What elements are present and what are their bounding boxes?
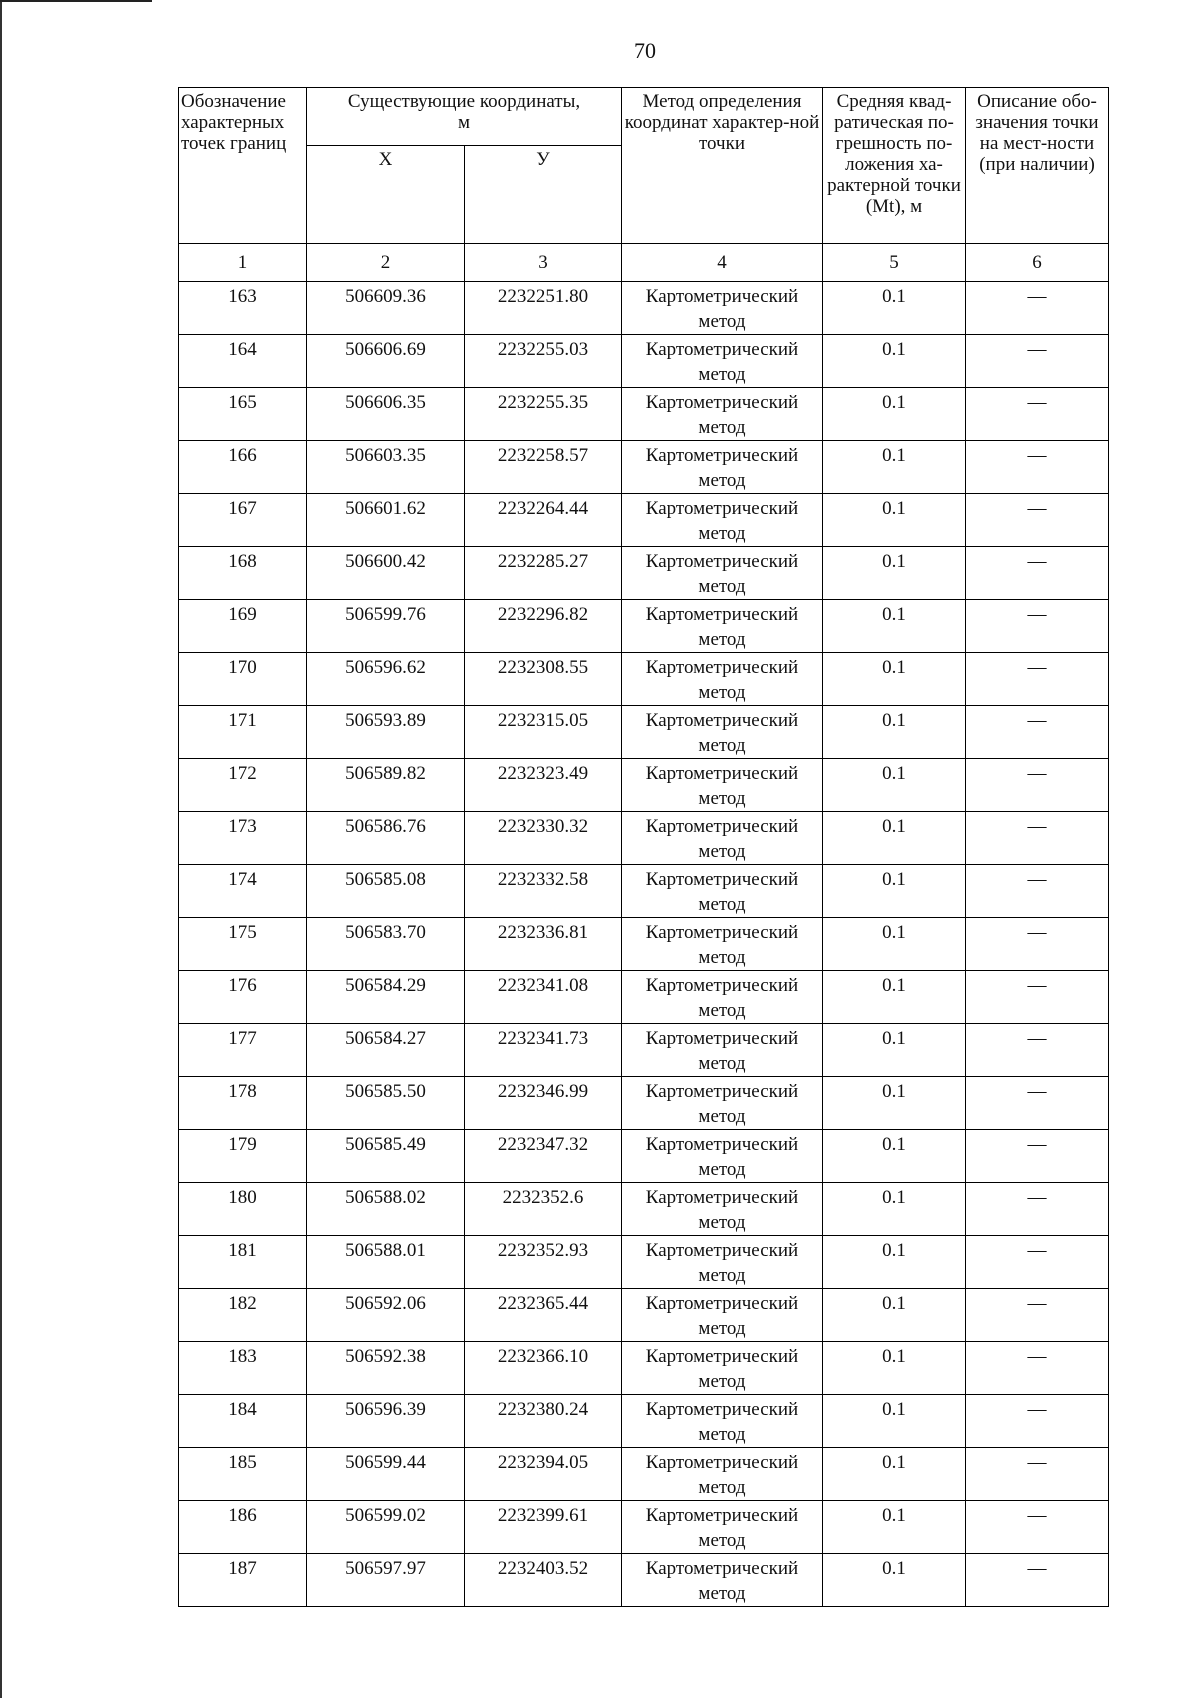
point-id-cell: 165 bbox=[179, 388, 307, 441]
x-coordinate-cell: 506586.76 bbox=[307, 812, 465, 865]
x-coordinate-cell: 506588.02 bbox=[307, 1183, 465, 1236]
scan-edge-line bbox=[0, 0, 2, 1698]
column-number: 2 bbox=[307, 244, 465, 282]
point-id-cell: 183 bbox=[179, 1342, 307, 1395]
header-x: X bbox=[307, 146, 465, 244]
description-cell: — bbox=[966, 865, 1109, 918]
y-coordinate-cell: 2232255.03 bbox=[465, 335, 622, 388]
method-cell: Картометрический метод bbox=[622, 282, 823, 335]
y-coordinate-cell: 2232285.27 bbox=[465, 547, 622, 600]
point-id-cell: 167 bbox=[179, 494, 307, 547]
table-row bbox=[179, 1501, 1109, 1554]
description-cell: — bbox=[966, 494, 1109, 547]
column-number-row bbox=[179, 244, 1109, 282]
description-cell: — bbox=[966, 759, 1109, 812]
method-cell: Картометрический метод bbox=[622, 1236, 823, 1289]
x-coordinate-cell: 506601.62 bbox=[307, 494, 465, 547]
table-row bbox=[179, 865, 1109, 918]
method-cell: Картометрический метод bbox=[622, 1077, 823, 1130]
header-point-description: Описание обо-значения точки на мест-ности (при наличии) bbox=[966, 88, 1109, 244]
description-cell: — bbox=[966, 1501, 1109, 1554]
x-coordinate-cell: 506584.29 bbox=[307, 971, 465, 1024]
page-number: 70 bbox=[634, 38, 656, 63]
description-cell: — bbox=[966, 282, 1109, 335]
method-cell: Картометрический метод bbox=[622, 1024, 823, 1077]
y-coordinate-cell: 2232251.80 bbox=[465, 282, 622, 335]
y-coordinate-cell: 2232255.35 bbox=[465, 388, 622, 441]
method-cell: Картометрический метод bbox=[622, 653, 823, 706]
table-row bbox=[179, 759, 1109, 812]
table-row bbox=[179, 441, 1109, 494]
x-coordinate-cell: 506603.35 bbox=[307, 441, 465, 494]
table-row bbox=[179, 1395, 1109, 1448]
description-cell: — bbox=[966, 812, 1109, 865]
error-value-cell: 0.1 bbox=[823, 865, 966, 918]
error-value-cell: 0.1 bbox=[823, 1342, 966, 1395]
method-cell: Картометрический метод bbox=[622, 1289, 823, 1342]
point-id-cell: 182 bbox=[179, 1289, 307, 1342]
x-coordinate-cell: 506596.62 bbox=[307, 653, 465, 706]
description-cell: — bbox=[966, 653, 1109, 706]
method-cell: Картометрический метод bbox=[622, 865, 823, 918]
table-row bbox=[179, 600, 1109, 653]
table-row bbox=[179, 971, 1109, 1024]
x-coordinate-cell: 506589.82 bbox=[307, 759, 465, 812]
table-row bbox=[179, 547, 1109, 600]
method-cell: Картометрический метод bbox=[622, 1554, 823, 1607]
method-cell: Картометрический метод bbox=[622, 1448, 823, 1501]
x-coordinate-cell: 506599.02 bbox=[307, 1501, 465, 1554]
point-id-cell: 169 bbox=[179, 600, 307, 653]
y-coordinate-cell: 2232403.52 bbox=[465, 1554, 622, 1607]
method-cell: Картометрический метод bbox=[622, 600, 823, 653]
point-id-cell: 184 bbox=[179, 1395, 307, 1448]
table-row bbox=[179, 1554, 1109, 1607]
method-cell: Картометрический метод bbox=[622, 1501, 823, 1554]
y-coordinate-cell: 2232347.32 bbox=[465, 1130, 622, 1183]
point-id-cell: 164 bbox=[179, 335, 307, 388]
method-cell: Картометрический метод bbox=[622, 812, 823, 865]
point-id-cell: 187 bbox=[179, 1554, 307, 1607]
description-cell: — bbox=[966, 1130, 1109, 1183]
table-row bbox=[179, 1342, 1109, 1395]
header-point-designation: Обозначение характерных точек границ bbox=[179, 88, 307, 244]
error-value-cell: 0.1 bbox=[823, 971, 966, 1024]
y-coordinate-cell: 2232330.32 bbox=[465, 812, 622, 865]
x-coordinate-cell: 506583.70 bbox=[307, 918, 465, 971]
description-cell: — bbox=[966, 1448, 1109, 1501]
error-value-cell: 0.1 bbox=[823, 494, 966, 547]
y-coordinate-cell: 2232341.73 bbox=[465, 1024, 622, 1077]
point-id-cell: 175 bbox=[179, 918, 307, 971]
y-coordinate-cell: 2232264.44 bbox=[465, 494, 622, 547]
x-coordinate-cell: 506592.06 bbox=[307, 1289, 465, 1342]
table-row bbox=[179, 1024, 1109, 1077]
table-row bbox=[179, 1183, 1109, 1236]
table-body bbox=[179, 282, 1109, 1607]
x-coordinate-cell: 506596.39 bbox=[307, 1395, 465, 1448]
description-cell: — bbox=[966, 706, 1109, 759]
error-value-cell: 0.1 bbox=[823, 1554, 966, 1607]
method-cell: Картометрический метод bbox=[622, 1183, 823, 1236]
point-id-cell: 181 bbox=[179, 1236, 307, 1289]
x-coordinate-cell: 506585.49 bbox=[307, 1130, 465, 1183]
x-coordinate-cell: 506599.44 bbox=[307, 1448, 465, 1501]
error-value-cell: 0.1 bbox=[823, 1183, 966, 1236]
point-id-cell: 179 bbox=[179, 1130, 307, 1183]
x-coordinate-cell: 506592.38 bbox=[307, 1342, 465, 1395]
x-coordinate-cell: 506585.08 bbox=[307, 865, 465, 918]
column-number: 1 bbox=[179, 244, 307, 282]
error-value-cell: 0.1 bbox=[823, 653, 966, 706]
y-coordinate-cell: 2232366.10 bbox=[465, 1342, 622, 1395]
point-id-cell: 174 bbox=[179, 865, 307, 918]
x-coordinate-cell: 506585.50 bbox=[307, 1077, 465, 1130]
table-row bbox=[179, 388, 1109, 441]
x-coordinate-cell: 506588.01 bbox=[307, 1236, 465, 1289]
description-cell: — bbox=[966, 388, 1109, 441]
point-id-cell: 180 bbox=[179, 1183, 307, 1236]
table-row bbox=[179, 706, 1109, 759]
error-value-cell: 0.1 bbox=[823, 1236, 966, 1289]
header-mean-square-error: Средняя квад-ратическая по-грешность по-ложения ха-рактерной точки (Mt), м bbox=[823, 88, 966, 244]
y-coordinate-cell: 2232332.58 bbox=[465, 865, 622, 918]
y-coordinate-cell: 2232341.08 bbox=[465, 971, 622, 1024]
column-number: 5 bbox=[823, 244, 966, 282]
method-cell: Картометрический метод bbox=[622, 1342, 823, 1395]
x-coordinate-cell: 506606.69 bbox=[307, 335, 465, 388]
y-coordinate-cell: 2232394.05 bbox=[465, 1448, 622, 1501]
description-cell: — bbox=[966, 971, 1109, 1024]
coordinates-table bbox=[178, 87, 1109, 1607]
error-value-cell: 0.1 bbox=[823, 1130, 966, 1183]
point-id-cell: 166 bbox=[179, 441, 307, 494]
table-row bbox=[179, 494, 1109, 547]
table-row bbox=[179, 1236, 1109, 1289]
point-id-cell: 171 bbox=[179, 706, 307, 759]
y-coordinate-cell: 2232399.61 bbox=[465, 1501, 622, 1554]
error-value-cell: 0.1 bbox=[823, 282, 966, 335]
x-coordinate-cell: 506597.97 bbox=[307, 1554, 465, 1607]
point-id-cell: 186 bbox=[179, 1501, 307, 1554]
y-coordinate-cell: 2232352.93 bbox=[465, 1236, 622, 1289]
description-cell: — bbox=[966, 600, 1109, 653]
y-coordinate-cell: 2232296.82 bbox=[465, 600, 622, 653]
error-value-cell: 0.1 bbox=[823, 547, 966, 600]
error-value-cell: 0.1 bbox=[823, 388, 966, 441]
error-value-cell: 0.1 bbox=[823, 600, 966, 653]
description-cell: — bbox=[966, 1395, 1109, 1448]
y-coordinate-cell: 2232365.44 bbox=[465, 1289, 622, 1342]
error-value-cell: 0.1 bbox=[823, 812, 966, 865]
y-coordinate-cell: 2232323.49 bbox=[465, 759, 622, 812]
method-cell: Картометрический метод bbox=[622, 547, 823, 600]
scan-top-rule bbox=[0, 0, 152, 2]
method-cell: Картометрический метод bbox=[622, 1130, 823, 1183]
column-number: 6 bbox=[966, 244, 1109, 282]
table-row bbox=[179, 1448, 1109, 1501]
method-cell: Картометрический метод bbox=[622, 494, 823, 547]
y-coordinate-cell: 2232308.55 bbox=[465, 653, 622, 706]
table-row bbox=[179, 653, 1109, 706]
x-coordinate-cell: 506600.42 bbox=[307, 547, 465, 600]
method-cell: Картометрический метод bbox=[622, 335, 823, 388]
description-cell: — bbox=[966, 441, 1109, 494]
column-number: 3 bbox=[465, 244, 622, 282]
point-id-cell: 168 bbox=[179, 547, 307, 600]
column-number: 4 bbox=[622, 244, 823, 282]
x-coordinate-cell: 506584.27 bbox=[307, 1024, 465, 1077]
error-value-cell: 0.1 bbox=[823, 1448, 966, 1501]
point-id-cell: 185 bbox=[179, 1448, 307, 1501]
method-cell: Картометрический метод bbox=[622, 759, 823, 812]
table-row bbox=[179, 1289, 1109, 1342]
y-coordinate-cell: 2232352.6 bbox=[465, 1183, 622, 1236]
table-row bbox=[179, 1130, 1109, 1183]
description-cell: — bbox=[966, 1236, 1109, 1289]
table-row bbox=[179, 282, 1109, 335]
table-row bbox=[179, 812, 1109, 865]
y-coordinate-cell: 2232258.57 bbox=[465, 441, 622, 494]
error-value-cell: 0.1 bbox=[823, 1077, 966, 1130]
method-cell: Картометрический метод bbox=[622, 918, 823, 971]
header-method: Метод определения координат характер-ной точки bbox=[622, 88, 823, 244]
method-cell: Картометрический метод bbox=[622, 1395, 823, 1448]
description-cell: — bbox=[966, 547, 1109, 600]
method-cell: Картометрический метод bbox=[622, 706, 823, 759]
point-id-cell: 176 bbox=[179, 971, 307, 1024]
method-cell: Картометрический метод bbox=[622, 971, 823, 1024]
error-value-cell: 0.1 bbox=[823, 1289, 966, 1342]
y-coordinate-cell: 2232315.05 bbox=[465, 706, 622, 759]
point-id-cell: 173 bbox=[179, 812, 307, 865]
header-existing-coordinates: Существующие координаты, м bbox=[307, 88, 622, 146]
header-y: У bbox=[465, 146, 622, 244]
point-id-cell: 163 bbox=[179, 282, 307, 335]
table-row bbox=[179, 335, 1109, 388]
method-cell: Картометрический метод bbox=[622, 441, 823, 494]
description-cell: — bbox=[966, 1554, 1109, 1607]
description-cell: — bbox=[966, 1289, 1109, 1342]
error-value-cell: 0.1 bbox=[823, 706, 966, 759]
x-coordinate-cell: 506599.76 bbox=[307, 600, 465, 653]
point-id-cell: 177 bbox=[179, 1024, 307, 1077]
description-cell: — bbox=[966, 918, 1109, 971]
description-cell: — bbox=[966, 1342, 1109, 1395]
y-coordinate-cell: 2232380.24 bbox=[465, 1395, 622, 1448]
point-id-cell: 170 bbox=[179, 653, 307, 706]
x-coordinate-cell: 506609.36 bbox=[307, 282, 465, 335]
error-value-cell: 0.1 bbox=[823, 1501, 966, 1554]
point-id-cell: 172 bbox=[179, 759, 307, 812]
method-cell: Картометрический метод bbox=[622, 388, 823, 441]
x-coordinate-cell: 506593.89 bbox=[307, 706, 465, 759]
table-row bbox=[179, 918, 1109, 971]
error-value-cell: 0.1 bbox=[823, 918, 966, 971]
y-coordinate-cell: 2232336.81 bbox=[465, 918, 622, 971]
table-row bbox=[179, 1077, 1109, 1130]
error-value-cell: 0.1 bbox=[823, 1395, 966, 1448]
description-cell: — bbox=[966, 1183, 1109, 1236]
error-value-cell: 0.1 bbox=[823, 759, 966, 812]
point-id-cell: 178 bbox=[179, 1077, 307, 1130]
error-value-cell: 0.1 bbox=[823, 441, 966, 494]
description-cell: — bbox=[966, 335, 1109, 388]
error-value-cell: 0.1 bbox=[823, 1024, 966, 1077]
x-coordinate-cell: 506606.35 bbox=[307, 388, 465, 441]
y-coordinate-cell: 2232346.99 bbox=[465, 1077, 622, 1130]
description-cell: — bbox=[966, 1077, 1109, 1130]
description-cell: — bbox=[966, 1024, 1109, 1077]
error-value-cell: 0.1 bbox=[823, 335, 966, 388]
